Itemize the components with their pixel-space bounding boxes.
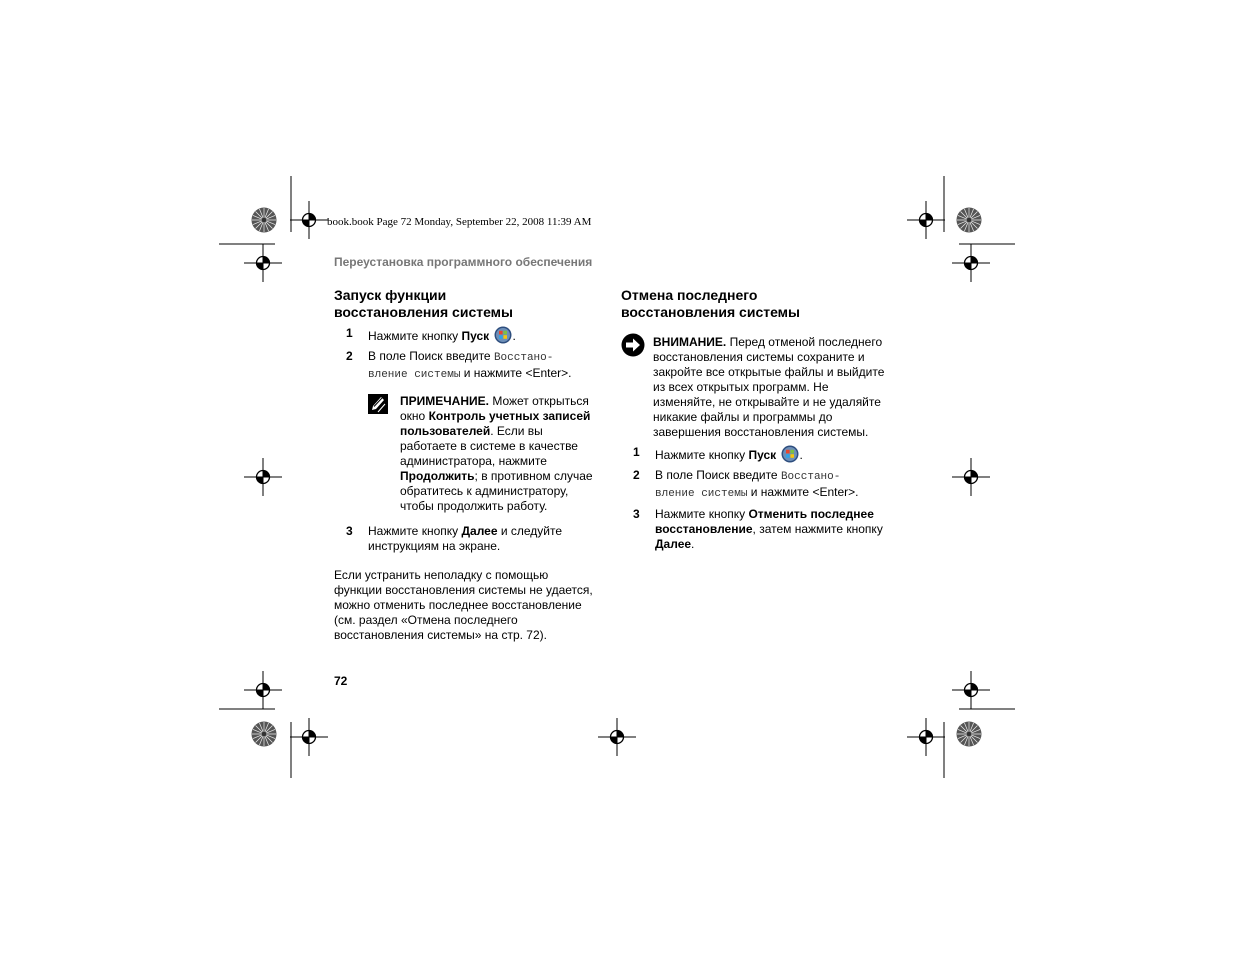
step-number: 1 [346,326,353,340]
body-paragraph: Если устранить неполадку с помощью функции восстановления системы не удается, можно отменить последнее восстановление (см. раздел «Отмена последнего восстановления системы» на стр. 72). [334,568,593,642]
section-title-right: Отмена последнего восстановления системы [621,287,800,320]
step-1-left: 1 Нажмите кнопку Пуск . [334,326,599,344]
section-title-left: Запуск функции восстановления системы [334,287,513,320]
note-block: ПРИМЕЧАНИЕ. Может открыться окно Контроль учетных записей пользователей. Если вы работаете в системе в качестве администратора, нажмите Продолжить; в противном случае обратитесь к администратору, чтобы продолжить работу. [368,394,599,514]
right-column [621,287,891,552]
page-number: 72 [334,674,348,688]
note-pencil-icon [368,394,388,414]
step-number: 3 [346,524,353,538]
step-number: 2 [633,468,640,482]
step-number: 1 [633,445,640,459]
step-number: 2 [346,349,353,363]
step-number: 3 [633,507,640,521]
step-2-right: 2 В поле Поиск введите Восстано- вление системы и нажмите <Enter>. [621,468,891,502]
windows-start-icon [781,445,799,463]
step-3-left: 3 Нажмите кнопку Далее и следуйте инструкциям на экране. [334,524,599,554]
step-1-right: 1 Нажмите кнопку Пуск . [621,445,891,463]
caution-block: ВНИМАНИЕ. Перед отменой последнего восстановления системы сохраните и закройте все открытые файлы и выйдите из всех открытых программ. Не изменяйте, не открывайте и не удаляйте никакие файлы и программы до завершения восстановления системы. [621,333,891,440]
step-2-left: 2 В поле Поиск введите Восстано- вление системы и нажмите <Enter>. [334,349,599,383]
left-column [334,287,599,643]
windows-start-icon [494,326,512,344]
step-3-right: 3 Нажмите кнопку Отменить последнее восстановление, затем нажмите кнопку Далее. [621,507,891,552]
caution-arrow-icon [621,333,645,357]
print-slug: book.book Page 72 Monday, September 22, 2008 11:39 AM [327,216,592,228]
running-head: Переустановка программного обеспечения [334,255,593,269]
